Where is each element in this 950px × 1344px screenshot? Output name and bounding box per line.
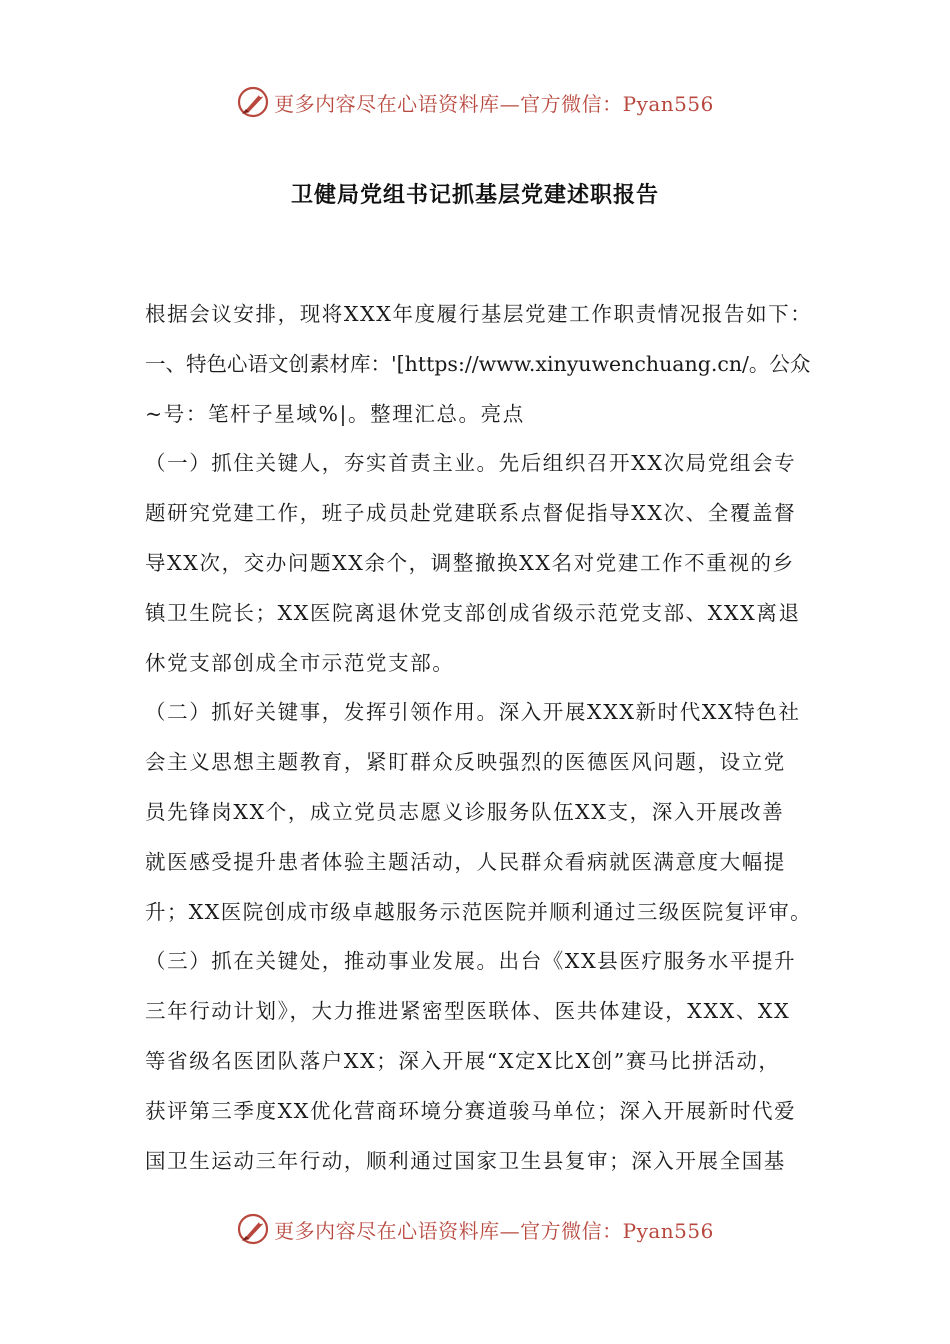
body-line: （二）抓好关键事，发挥引领作用。深入开展XXX新时代XX特色社	[145, 700, 801, 725]
banner-content	[236, 1212, 714, 1246]
document-title: 卫健局党组书记抓基层党建述职报告	[290, 182, 659, 208]
banner-brand-text: 更多内容尽在心语资料库—	[274, 1218, 521, 1243]
body-line: 升；XX医院创成市级卓越服务示范医院并顺利通过三级医院复评审。	[145, 899, 813, 924]
body-line: （三）抓在关键处，推动事业发展。出台《XX县医疗服务水平提升	[145, 949, 797, 974]
body-line: （一）抓住关键人，夯实首责主业。先后组织召开XX次局党组会专	[145, 451, 797, 476]
body-line: 根据会议安排，现将XXX年度履行基层党建工作职责情况报告如下：	[145, 302, 813, 326]
body-line: 员先锋岗XX个，成立党员志愿义诊服务队伍XX支，深入开展改善	[145, 799, 785, 824]
body-line: 导XX次，交办问题XX余个，调整撤换XX名对党建工作不重视的乡	[145, 550, 795, 575]
body-line: 会主义思想主题教育，紧盯群众反映强烈的医德医风问题，设立党	[145, 750, 786, 775]
body-line: 获评第三季度XX优化营商环境分赛道骏马单位；深入开展新时代爱	[145, 1098, 797, 1123]
header-watermark-banner	[0, 82, 950, 122]
body-line: 就医感受提升患者体验主题活动，人民群众看病就医满意度大幅提	[145, 849, 786, 874]
body-line: 镇卫生院长；XX医院离退休党支部创成省级示范党支部、XXX离退	[145, 600, 801, 625]
body-line: 休党支部创成全市示范党支部。	[145, 650, 455, 675]
banner-content	[236, 85, 714, 119]
body-line: 题研究党建工作，班子成员赴党建联系点督促指导XX次、全覆盖督	[145, 501, 797, 526]
body-line: 三年行动计划》，大力推进紧密型医联体、医共体建设，XXX、XX	[145, 999, 791, 1024]
banner-text	[274, 1215, 714, 1244]
pen-logo-icon	[236, 85, 270, 119]
banner-contact-text: 官方微信：Pyan556	[520, 1218, 714, 1243]
banner-text	[274, 88, 714, 117]
body-line: 国卫生运动三年行动，顺利通过国家卫生县复审；深入开展全国基	[145, 1148, 786, 1173]
footer-watermark-banner	[0, 1209, 950, 1249]
banner-brand-text: 更多内容尽在心语资料库—	[274, 91, 521, 116]
pen-logo-icon	[236, 1212, 270, 1246]
document-body	[145, 290, 815, 1186]
body-line: 一、特色心语文创素材库：'[https://www.xinyuwenchuang.cn/。公众	[145, 351, 811, 376]
body-line: ~号：笔杆子星域%|。整理汇总。亮点	[145, 401, 525, 426]
body-line: 等省级名医团队落户XX；深入开展“X定X比X创”赛马比拼活动，	[145, 1048, 781, 1073]
banner-contact-text: 官方微信：Pyan556	[520, 91, 714, 116]
